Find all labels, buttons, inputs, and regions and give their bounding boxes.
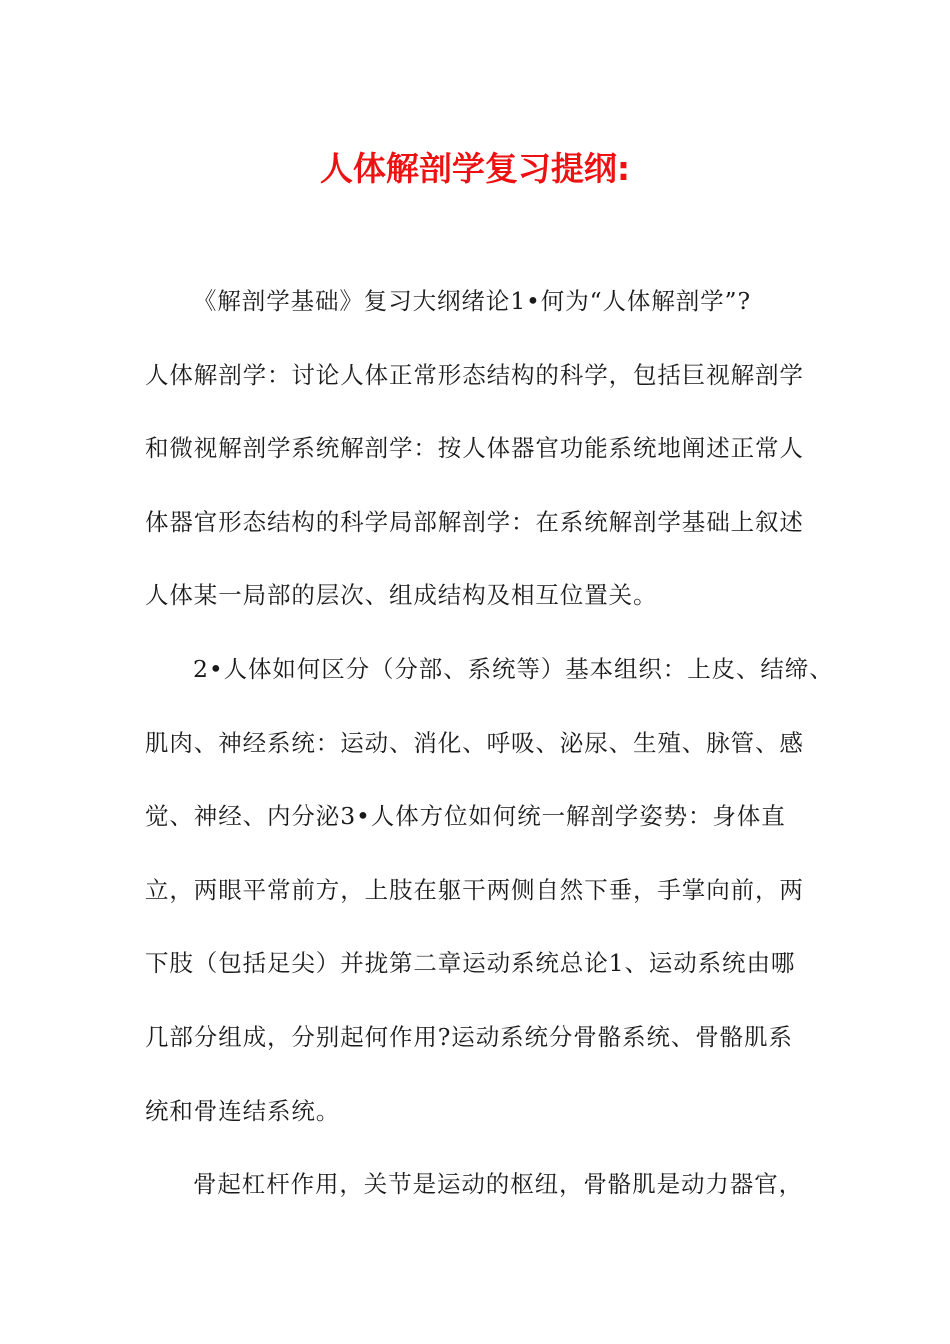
paragraph-line: 肌肉、神经系统：运动、消化、呼吸、泌尿、生殖、脉管、感 (145, 728, 804, 757)
paragraph-line: 人体某一局部的层次、组成结构及相互位置关。 (145, 581, 658, 610)
paragraph-line: 2•人体如何区分（分部、系统等）基本组织：上皮、结缔、 (193, 654, 834, 683)
paragraph-line: 和微视解剖学系统解剖学：按人体器官功能系统地阐述正常人 (145, 434, 804, 463)
paragraph-line: 觉、神经、内分泌3•人体方位如何统一解剖学姿势：身体直 (145, 802, 786, 831)
document-body (145, 275, 834, 1232)
paragraph-line: 下肢（包括足尖）并拢第二章运动系统总论1、运动系统由哪 (145, 949, 796, 978)
document-title: 人体解剖学复习提纲: (319, 149, 631, 188)
paragraph-line: 《解剖学基础》复习大纲绪论1•何为“人体解剖学”? (193, 287, 751, 315)
paragraph-line: 几部分组成，分别起何作用?运动系统分骨骼系统、骨骼肌系 (145, 1022, 793, 1051)
paragraph-line: 人体解剖学：讨论人体正常形态结构的科学，包括巨视解剖学 (145, 360, 804, 389)
paragraph-line: 统和骨连结系统。 (145, 1096, 341, 1125)
paragraph-line: 体器官形态结构的科学局部解剖学：在系统解剖学基础上叙述 (145, 507, 804, 536)
paragraph-line: 骨起杠杆作用，关节是运动的枢纽，骨骼肌是动力器官， (193, 1170, 803, 1199)
paragraph-line: 立，两眼平常前方，上肢在躯干两侧自然下垂，手掌向前，两 (145, 875, 804, 904)
